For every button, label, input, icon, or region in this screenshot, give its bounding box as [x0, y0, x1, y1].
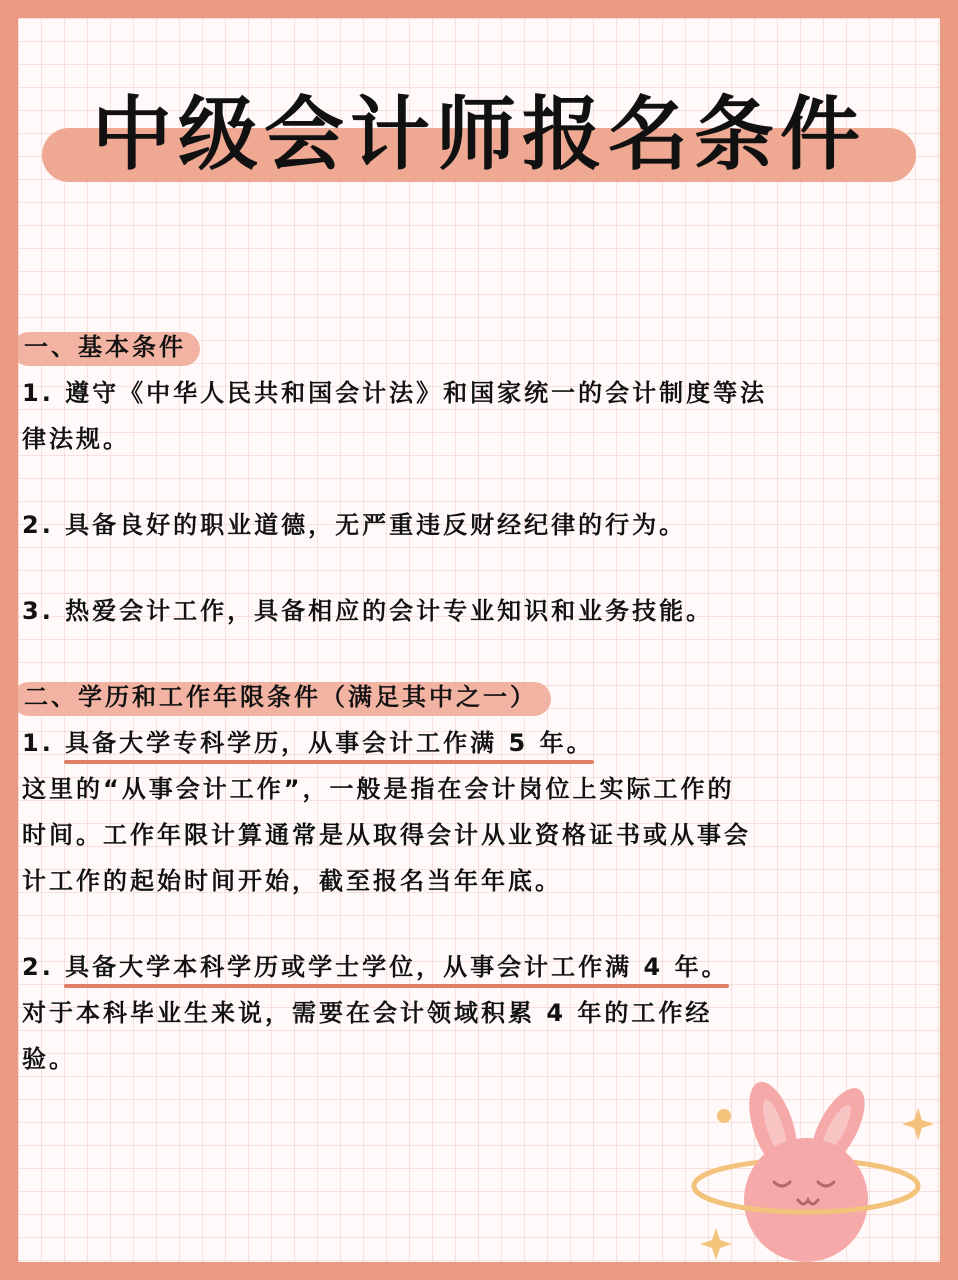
page-title: 中级会计师报名条件 [92, 88, 866, 181]
underline-mark [64, 984, 729, 988]
option-2-note-line-2: 验。 [22, 1045, 76, 1073]
section-heading-education: 二、学历和工作年限条件（满足其中之一） [22, 674, 551, 720]
option-2-note-line-1: 对于本科毕业生来说，需要在会计领域积累 4 年的工作经 [22, 999, 713, 1027]
bunny-planet-icon [678, 1068, 940, 1262]
condition-3: 3. 热爱会计工作，具备相应的会计专业知识和业务技能。 [22, 597, 714, 625]
title-block [42, 80, 916, 190]
option-1-note-line-3: 计工作的起始时间开始，截至报名当年年底。 [22, 867, 562, 895]
content [22, 324, 934, 1082]
section-heading-basic: 一、基本条件 [22, 324, 200, 370]
condition-2: 2. 具备良好的职业道德，无严重违反财经纪律的行为。 [22, 511, 687, 539]
education-option-1: 1. 具备大学专科学历，从事会计工作满 5 年。 [22, 720, 594, 766]
condition-1-line-2: 律法规。 [22, 425, 130, 453]
underline-mark [64, 760, 594, 764]
option-1-note-line-2: 时间。工作年限计算通常是从取得会计从业资格证书或从事会 [22, 821, 751, 849]
option-1-note-line-1: 这里的“从事会计工作”，一般是指在会计岗位上实际工作的 [22, 775, 735, 803]
condition-1-line-1: 1. 遵守《中华人民共和国会计法》和国家统一的会计制度等法 [22, 379, 768, 407]
notebook-page [18, 18, 940, 1262]
education-option-2: 2. 具备大学本科学历或学士学位，从事会计工作满 4 年。 [22, 944, 729, 990]
